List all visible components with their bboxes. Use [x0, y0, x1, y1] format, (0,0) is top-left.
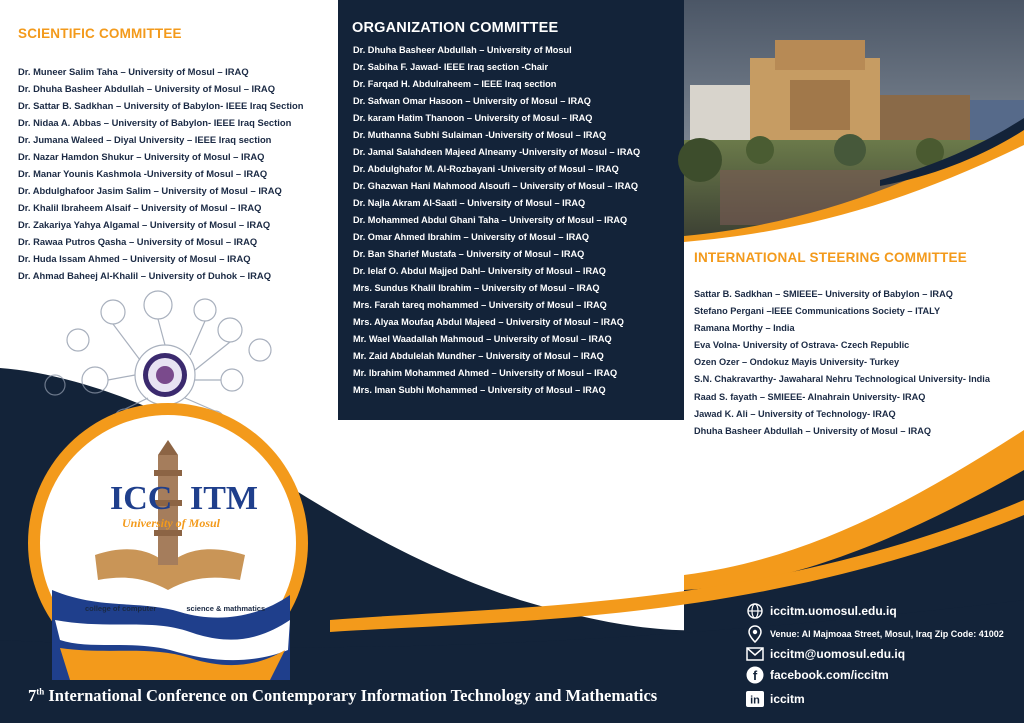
facebook-contact[interactable]	[746, 666, 889, 684]
international-steering-committee-list	[694, 286, 990, 440]
conference-logo-graphic	[28, 403, 308, 683]
scientific-committee-list	[18, 63, 304, 284]
location-pin-icon	[746, 625, 764, 643]
scientific-member: Dr. Rawaa Putros Qasha – University of Mosul – IRAQ	[18, 236, 258, 247]
international-member: Stefano Pergani –IEEE Communications Society – ITALY	[694, 306, 941, 317]
scientific-member: Dr. Huda Issam Ahmed – University of Mosul – IRAQ	[18, 253, 251, 264]
logo-title-left: ICC	[110, 480, 173, 517]
scientific-committee-heading: SCIENTIFIC COMMITTEE	[18, 26, 182, 41]
website-contact[interactable]	[746, 602, 897, 620]
logo-arc-text: University of Mosul	[122, 516, 221, 530]
organization-member: Mrs. Iman Subhi Mohammed – University of Mosul – IRAQ	[353, 385, 606, 395]
organization-member: Dr. Ban Sharief Mustafa – University of Mosul – IRAQ	[353, 249, 585, 259]
scientific-member: Dr. Muneer Salim Taha – University of Mosul – IRAQ	[18, 66, 249, 77]
scientific-member: Dr. Jumana Waleed – Diyal University – IEEE Iraq section	[18, 134, 272, 145]
scientific-member: Dr. Nazar Hamdon Shukur – University of Mosul – IRAQ	[18, 151, 265, 162]
organization-committee-list	[353, 42, 640, 399]
organization-member: Dr. Mohammed Abdul Ghani Taha – University of Mosul – IRAQ	[353, 215, 628, 225]
international-member: S.N. Chakravarthy- Jawaharal Nehru Technological University- India	[694, 374, 990, 385]
organization-committee-heading: ORGANIZATION COMMITTEE	[352, 20, 559, 36]
organization-member: Mrs. Alyaa Moufaq Abdul Majeed – University of Mosul – IRAQ	[353, 317, 624, 327]
scientific-member: Dr. Manar Younis Kashmola -University of Mosul – IRAQ	[18, 168, 268, 179]
scientific-member: Dr. Nidaa A. Abbas – University of Babylon- IEEE Iraq Section	[18, 117, 292, 128]
organization-member: Dr. Omar Ahmed Ibrahim – University of Mosul – IRAQ	[353, 232, 590, 242]
international-member: Dhuha Basheer Abdullah – University of Mosul – IRAQ	[694, 425, 932, 436]
conference-title-text: International Conference on Contemporary Information Technology and Mathematics	[44, 686, 658, 705]
organization-member: Dr. Muthanna Subhi Sulaiman -University of Mosul – IRAQ	[353, 130, 607, 140]
conference-ordinal-suffix: th	[36, 686, 45, 697]
scientific-member: Dr. Abdulghafoor Jasim Salim – University of Mosul – IRAQ	[18, 185, 282, 196]
globe-icon	[746, 602, 764, 620]
scientific-member: Dr. Dhuha Basheer Abdullah – University of Mosul – IRAQ	[18, 83, 275, 94]
organization-member: Dr. Safwan Omar Hasoon – University of Mosul – IRAQ	[353, 96, 591, 106]
logo-college-text-1: college of computer	[85, 604, 157, 613]
organization-member: Mr. Ibrahim Mohammed Ahmed – University of Mosul – IRAQ	[353, 368, 618, 378]
linkedin-contact[interactable]	[746, 690, 805, 708]
conference-ordinal: 7	[28, 686, 37, 705]
venue-text: Venue: Al Majmoaa Street, Mosul, Iraq Zip Code: 41002	[770, 629, 1004, 639]
organization-member: Dr. karam Hatim Thanoon – University of Mosul – IRAQ	[353, 113, 593, 123]
facebook-icon	[746, 666, 764, 684]
linkedin-icon	[746, 690, 764, 708]
facebook-link[interactable]: facebook.com/iccitm	[770, 668, 889, 682]
organization-member: Mr. Zaid Abdulelah Mundher – University of Mosul – IRAQ	[353, 351, 604, 361]
university-seal	[143, 353, 187, 397]
international-member: Ramana Morthy – India	[694, 323, 795, 334]
svg-text:in: in	[750, 694, 760, 707]
svg-text:f: f	[752, 668, 758, 683]
logo-title-right: ITM	[190, 480, 258, 517]
conference-title	[28, 686, 657, 706]
organization-member: Dr. Dhuha Basheer Abdullah – University of Mosul	[353, 45, 572, 55]
international-member: Ozen Ozer – Ondokuz Mayis University- Turkey	[694, 357, 900, 368]
organization-member: Mr. Wael Waadallah Mahmoud – University of Mosul – IRAQ	[353, 334, 612, 344]
organization-member: Dr. Sabiha F. Jawad- IEEE Iraq section -Chair	[353, 62, 549, 72]
email-link[interactable]: iccitm@uomosul.edu.iq	[770, 647, 906, 661]
logo-college-text-2: science & mathmatics	[186, 604, 266, 613]
organization-member: Dr. Najla Akram Al-Saati – University of Mosul – IRAQ	[353, 198, 586, 208]
mail-icon	[746, 645, 764, 663]
linkedin-link[interactable]: iccitm	[770, 692, 805, 706]
international-member: Sattar B. Sadkhan – SMIEEE– University of Babylon – IRAQ	[694, 289, 953, 299]
scientific-member: Dr. Zakariya Yahya Algamal – University of Mosul – IRAQ	[18, 219, 271, 230]
organization-member: Dr. Ielaf O. Abdul Majjed Dahl– University of Mosul – IRAQ	[353, 266, 606, 276]
organization-member: Mrs. Sundus Khalil Ibrahim – University of Mosul – IRAQ	[353, 283, 600, 293]
international-member: Jawad K. Ali – University of Technology- IRAQ	[694, 408, 896, 419]
organization-member: Mrs. Farah tareq mohammed – University of Mosul – IRAQ	[353, 300, 607, 310]
logo-college-text	[85, 604, 265, 613]
email-contact[interactable]	[746, 645, 905, 663]
scientific-member: Dr. Ahmad Baheej Al-Khalil – University of Duhok – IRAQ	[18, 270, 271, 281]
organization-member: Dr. Ghazwan Hani Mahmood Alsoufi – University of Mosul – IRAQ	[353, 181, 639, 191]
international-member: Eva Volna- University of Ostrava- Czech Republic	[694, 340, 910, 351]
international-member: Raad S. fayath – SMIEEE- Alnahrain University- IRAQ	[694, 391, 926, 402]
organization-member: Dr. Abdulghafor M. Al-Rozbayani -University of Mosul – IRAQ	[353, 164, 619, 174]
website-link[interactable]: iccitm.uomosul.edu.iq	[770, 604, 897, 618]
scientific-member: Dr. Khalil Ibraheem Alsaif – University of Mosul – IRAQ	[18, 202, 262, 213]
organization-member: Dr. Jamal Salahdeen Majeed Alneamy -University of Mosul – IRAQ	[353, 147, 641, 157]
international-steering-committee-heading: INTERNATIONAL STEERING COMMITTEE	[694, 250, 967, 265]
venue-contact	[746, 625, 1004, 643]
scientific-member: Dr. Sattar B. Sadkhan – University of Babylon- IEEE Iraq Section	[18, 100, 304, 111]
organization-member: Dr. Farqad H. Abdulraheem – IEEE Iraq section	[353, 79, 557, 89]
